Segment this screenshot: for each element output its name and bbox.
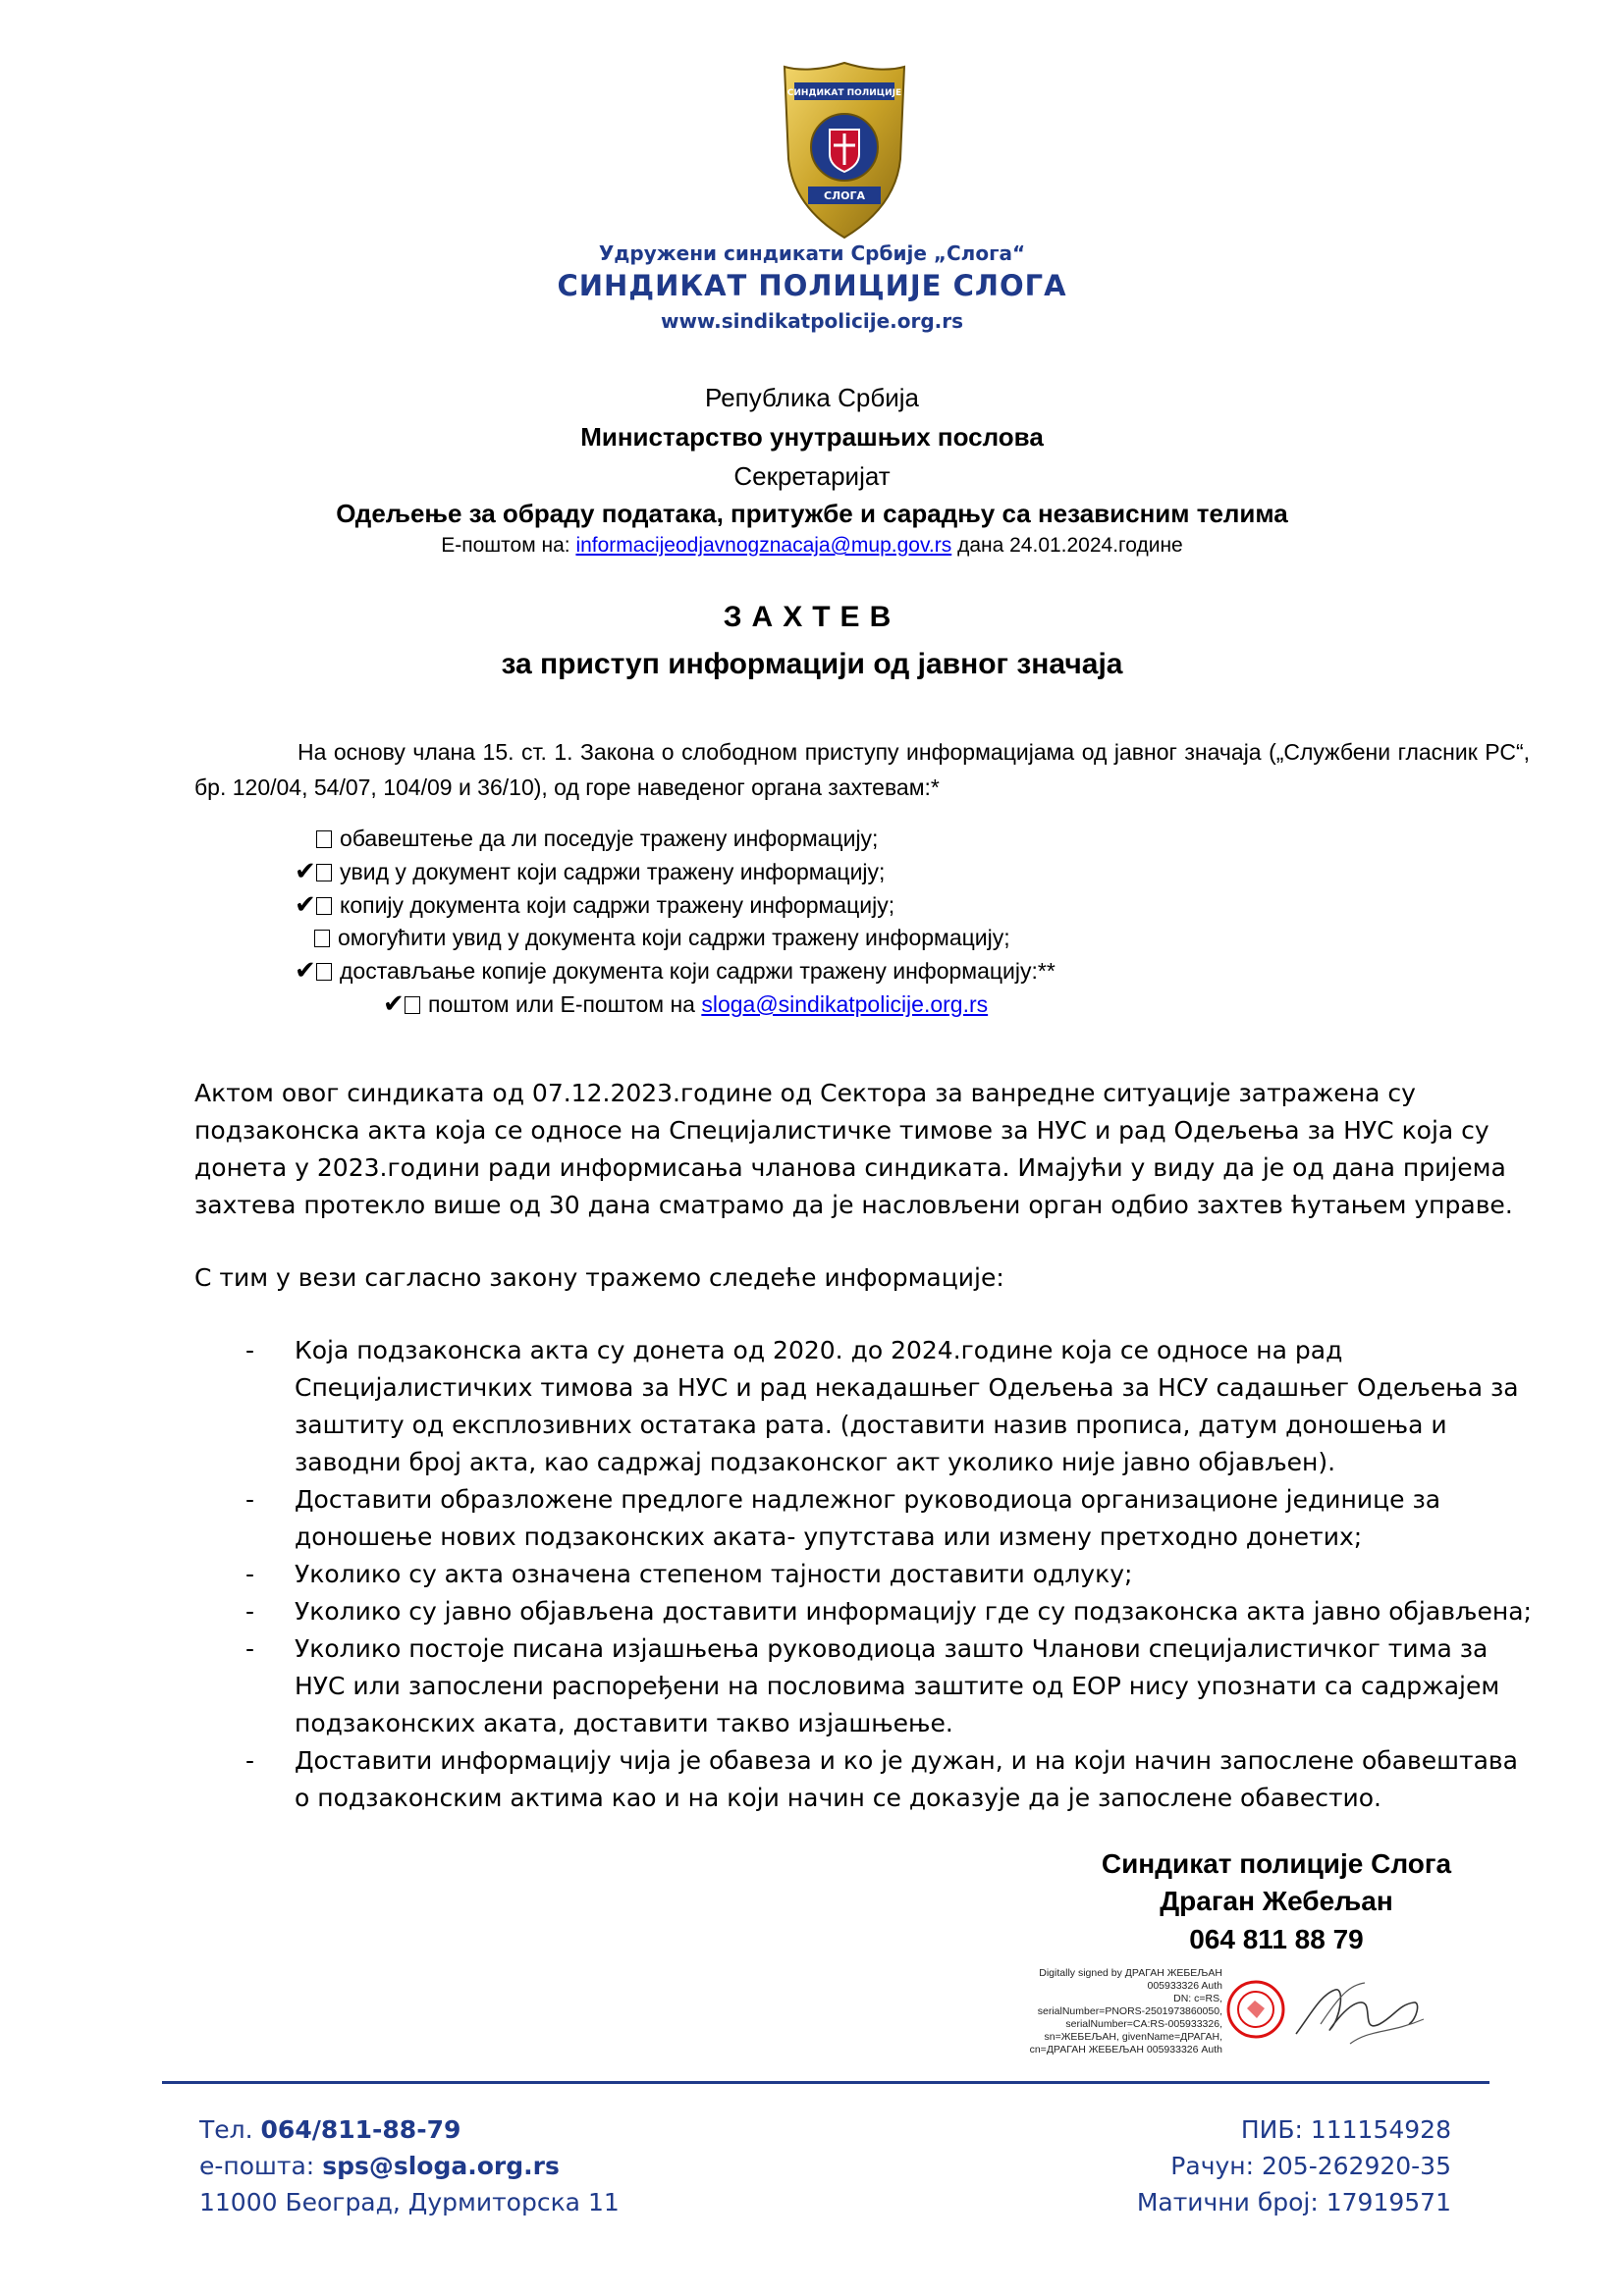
badge-bottom-text: СЛОГА	[823, 189, 866, 202]
signature-name: Драган Жебељан	[1160, 1886, 1393, 1916]
list-item: - Доставити образложене предлоге надлежног руководиоца организационе јединице за доношење нових подзаконских аката- упутстава или измену претходно донетих;	[245, 1485, 1441, 1551]
addressee-secretariat: Секретаријат	[733, 461, 891, 491]
footer-email[interactable]: sps@sloga.org.rs	[322, 2152, 560, 2180]
request-subtitle: за приступ информацији од јавног значаја	[501, 648, 1123, 680]
footer-divider	[162, 2081, 1489, 2084]
addressee-email-line	[0, 534, 1624, 558]
delivery-email-link[interactable]: sloga@sindikatpolicije.org.rs	[701, 991, 989, 1017]
checkbox-icon	[316, 963, 332, 981]
addressee-email-link[interactable]: informacijeodjavnogznacaja@mup.gov.rs	[575, 534, 952, 557]
context-paragraph: Актом овог синдиката од 07.12.2023.године од Сектора за ванредне ситуације затражена су подзаконска акта која се односе на Специјалистичке тимове за НУС и рад Одељења за НУС која су донета у 2023.години ради информисања чланова синдиката. Имајући у виду да је од дана пријема захтева протекло више од 30 дана сматрамо да је насловљени орган одбио захтев ћутањем управе.	[194, 1079, 1513, 1219]
union-line: Удружени синдикати Србије „Слога“	[598, 241, 1026, 265]
list-item: - Која подзаконска акта су донета од 2020. до 2024.године која се односе на рад Специјалистичких тимова за НУС и рад некадашњег Одељења за НСУ садашњег Одељења за заштиту од експлозивних остатака рата. (доставити назив прописа, датум доношења и заводни број акта, као садржај подзаконског акт уколико није јавно објављен).	[245, 1336, 1519, 1476]
footer-address: 11000 Београд, Дурмиторска 11	[199, 2188, 620, 2216]
addressee-country: Република Србија	[705, 383, 919, 412]
email-prefix: Е-поштом на:	[441, 534, 570, 557]
signature-org: Синдикат полиције Слога	[1101, 1848, 1452, 1879]
addressee-department: Одељење за обраду података, притужбе и сарадњу са независним телима	[336, 499, 1288, 528]
checklist-item[interactable]: обавештење да ли поседује тражену информацију;	[295, 823, 1056, 855]
list-item: - Уколико су акта означена степеном тајности доставити одлуку;	[245, 1560, 1133, 1588]
handwritten-signature-icon	[1291, 1975, 1429, 2054]
list-item: - Уколико су јавно објављена доставити информацију где су подзаконска акта јавно објављена;	[245, 1597, 1532, 1626]
addressee-ministry: Министарство унутрашњих послова	[580, 422, 1044, 452]
checkbox-icon	[314, 930, 330, 947]
checklist-item[interactable]: ✔ увид у документ који садржи тражену информацију;	[295, 856, 886, 885]
request-checklist	[295, 823, 1056, 1021]
footer-registry: ПИБ: 111154928 Рачун: 205-262920-35 Матични број: 17919571	[1136, 2115, 1451, 2216]
checkbox-icon	[405, 996, 420, 1014]
checkbox-icon	[316, 897, 332, 915]
badge-top-text: СИНДИКАТ ПОЛИЦИЈЕ	[786, 88, 902, 98]
lead-in-text: С тим у вези сагласно закону тражемо следеће информације:	[194, 1263, 1004, 1292]
union-badge-logo	[781, 61, 908, 240]
checkbox-icon	[316, 830, 332, 848]
checklist-item[interactable]: ✔ достављање копије документа који садржи тражену информацију:**	[295, 955, 1056, 985]
digital-signature-info: Digitally signed by ДРАГАН ЖЕБЕЉАН 005933326 Auth DN: c=RS, serialNumber=PNORS-2501973860050, serialNumber=CA:RS-005933326, sn=ЖЕБЕЉАН, givenName=ДРАГАН, cn=ДРАГАН ЖЕБЕЉАН 005933326 Auth	[1029, 1967, 1222, 2056]
intro-paragraph: На основу члана 15. ст. 1. Закона о слободном приступу информацијама од јавног значаја („Службени гласник РС“, бр. 120/04, 54/07, 104/09 и 36/10), од горе наведеног органа захтевам:*	[194, 739, 1530, 800]
footer-phone: 064/811-88-79	[260, 2115, 461, 2144]
stamp-icon	[1225, 1979, 1286, 2040]
delivery-option[interactable]: ✔ поштом или Е-поштом на sloga@sindikatpolicije.org.rs	[383, 988, 989, 1018]
checkmark-icon: ✔	[295, 889, 316, 919]
list-item: - Уколико постоје писана изјашњења руководиоца зашто Чланови специјалистичког тима за НУС или запослени распоређени на пословима заштите од ЕОР нису упознати са садржајем подзаконских аката, доставити такво изјашњење.	[245, 1634, 1500, 1737]
list-item: - Доставити информацију чија је обавеза и ко је дужан, и на који начин запослене обавештава о подзаконским актима као и на који начин се доказује да је запослене обавестио.	[245, 1746, 1518, 1812]
footer-reg-number: 17919571	[1326, 2188, 1451, 2216]
footer-account: 205-262920-35	[1261, 2152, 1451, 2180]
signature-phone: 064 811 88 79	[1189, 1924, 1364, 1954]
checkmark-icon: ✔	[295, 856, 316, 885]
checkbox-icon	[316, 864, 332, 881]
checklist-item[interactable]: ✔ копију документа који садржи тражену информацију;	[295, 889, 895, 919]
footer-contact: Тел. 064/811-88-79 е-пошта: sps@sloga.org.rs 11000 Београд, Дурмиторска 11	[199, 2111, 620, 2220]
checkmark-icon: ✔	[295, 955, 316, 985]
footer-pib: 111154928	[1310, 2115, 1451, 2144]
union-website[interactable]: www.sindikatpolicije.org.rs	[660, 309, 964, 333]
checkmark-icon: ✔	[383, 988, 405, 1018]
union-name: СИНДИКАТ ПОЛИЦИЈЕ СЛОГА	[557, 269, 1067, 302]
request-title: ЗАХТЕВ	[723, 601, 901, 633]
requests-list	[241, 1332, 1537, 1817]
request-date: дана 24.01.2024.године	[957, 534, 1183, 557]
checklist-item[interactable]: омогућити увид у документа који садржи тражену информацију;	[295, 922, 1056, 954]
